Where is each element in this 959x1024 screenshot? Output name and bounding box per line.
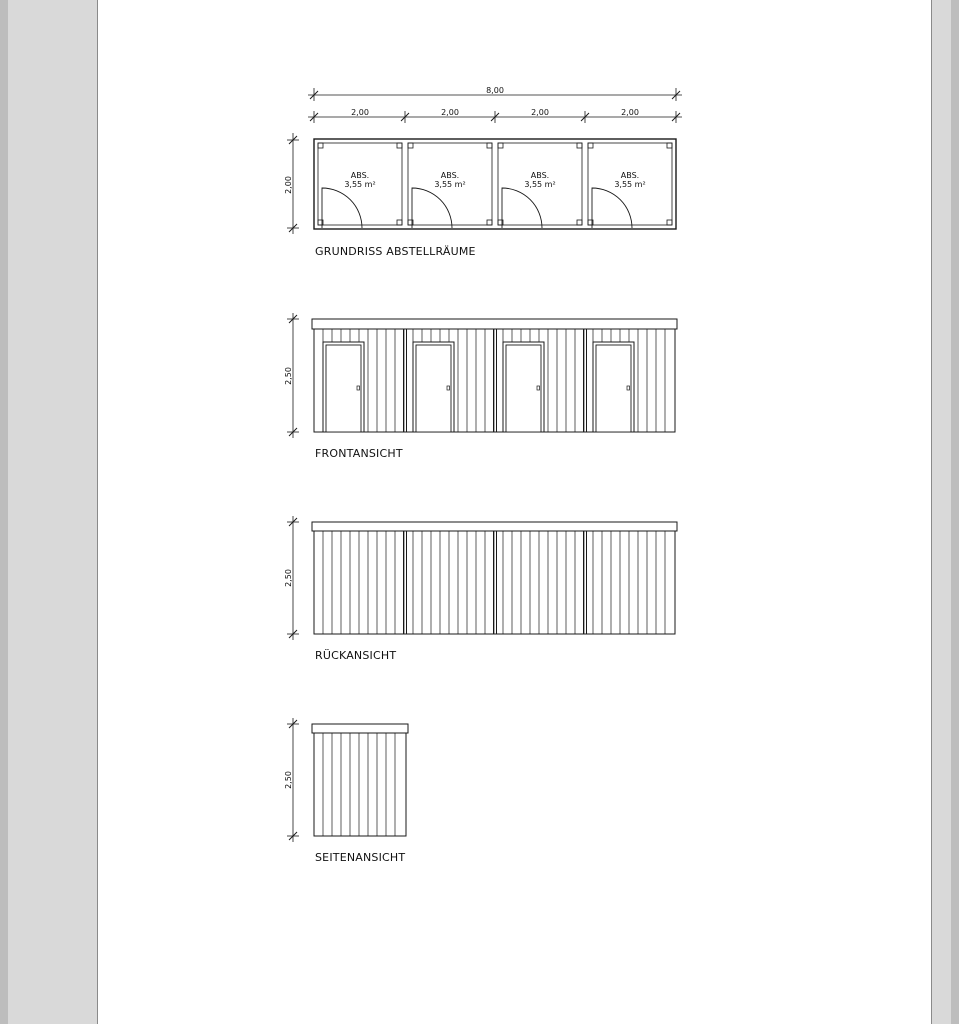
room-4-area: 3,55 m² <box>614 180 646 189</box>
room-1-label: ABS. <box>350 171 370 180</box>
room-1-area: 3,55 m² <box>344 180 376 189</box>
front-doors <box>323 342 634 432</box>
depth-label: 2,00 <box>284 176 293 194</box>
side-height-label: 2,50 <box>284 771 293 789</box>
door-leaf-4 <box>596 345 631 432</box>
dimension-total-width <box>308 86 682 101</box>
door-leaf-1 <box>326 345 361 432</box>
room-3-area: 3,55 m² <box>524 180 556 189</box>
segment-width-1: 2,00 <box>351 108 369 117</box>
segment-width-2: 2,00 <box>441 108 459 117</box>
side-roof <box>312 724 408 733</box>
dimension-depth <box>284 133 299 234</box>
rear-height-dimension <box>284 516 299 640</box>
side-height-dimension <box>284 718 299 842</box>
room-labels <box>344 171 645 189</box>
rear-view-caption: RÜCKANSICHT <box>315 649 397 662</box>
side-view <box>284 718 408 864</box>
floor-plan <box>284 86 682 258</box>
front-height-dimension <box>284 313 299 438</box>
room-2-label: ABS. <box>440 171 460 180</box>
door-leaf-2 <box>416 345 451 432</box>
front-view <box>284 313 677 460</box>
side-view-caption: SEITENANSICHT <box>315 851 406 864</box>
rear-view <box>284 516 677 662</box>
rear-roof <box>312 522 677 531</box>
segment-width-4: 2,00 <box>621 108 639 117</box>
front-roof <box>312 319 677 329</box>
front-height-label: 2,50 <box>284 367 293 385</box>
segment-width-3: 2,00 <box>531 108 549 117</box>
door-leaf-3 <box>506 345 541 432</box>
room-3-label: ABS. <box>530 171 550 180</box>
rear-cladding <box>323 531 665 634</box>
side-wall <box>314 733 406 836</box>
floor-plan-caption: GRUNDRISS ABSTELLRÄUME <box>315 245 476 258</box>
rear-height-label: 2,50 <box>284 569 293 587</box>
room-2-area: 3,55 m² <box>434 180 466 189</box>
side-cladding <box>323 733 395 836</box>
door-swings <box>322 188 632 228</box>
room-4-label: ABS. <box>620 171 640 180</box>
total-width-label: 8,00 <box>486 86 504 95</box>
front-view-caption: FRONTANSICHT <box>315 447 403 460</box>
dimension-segments <box>308 108 682 123</box>
